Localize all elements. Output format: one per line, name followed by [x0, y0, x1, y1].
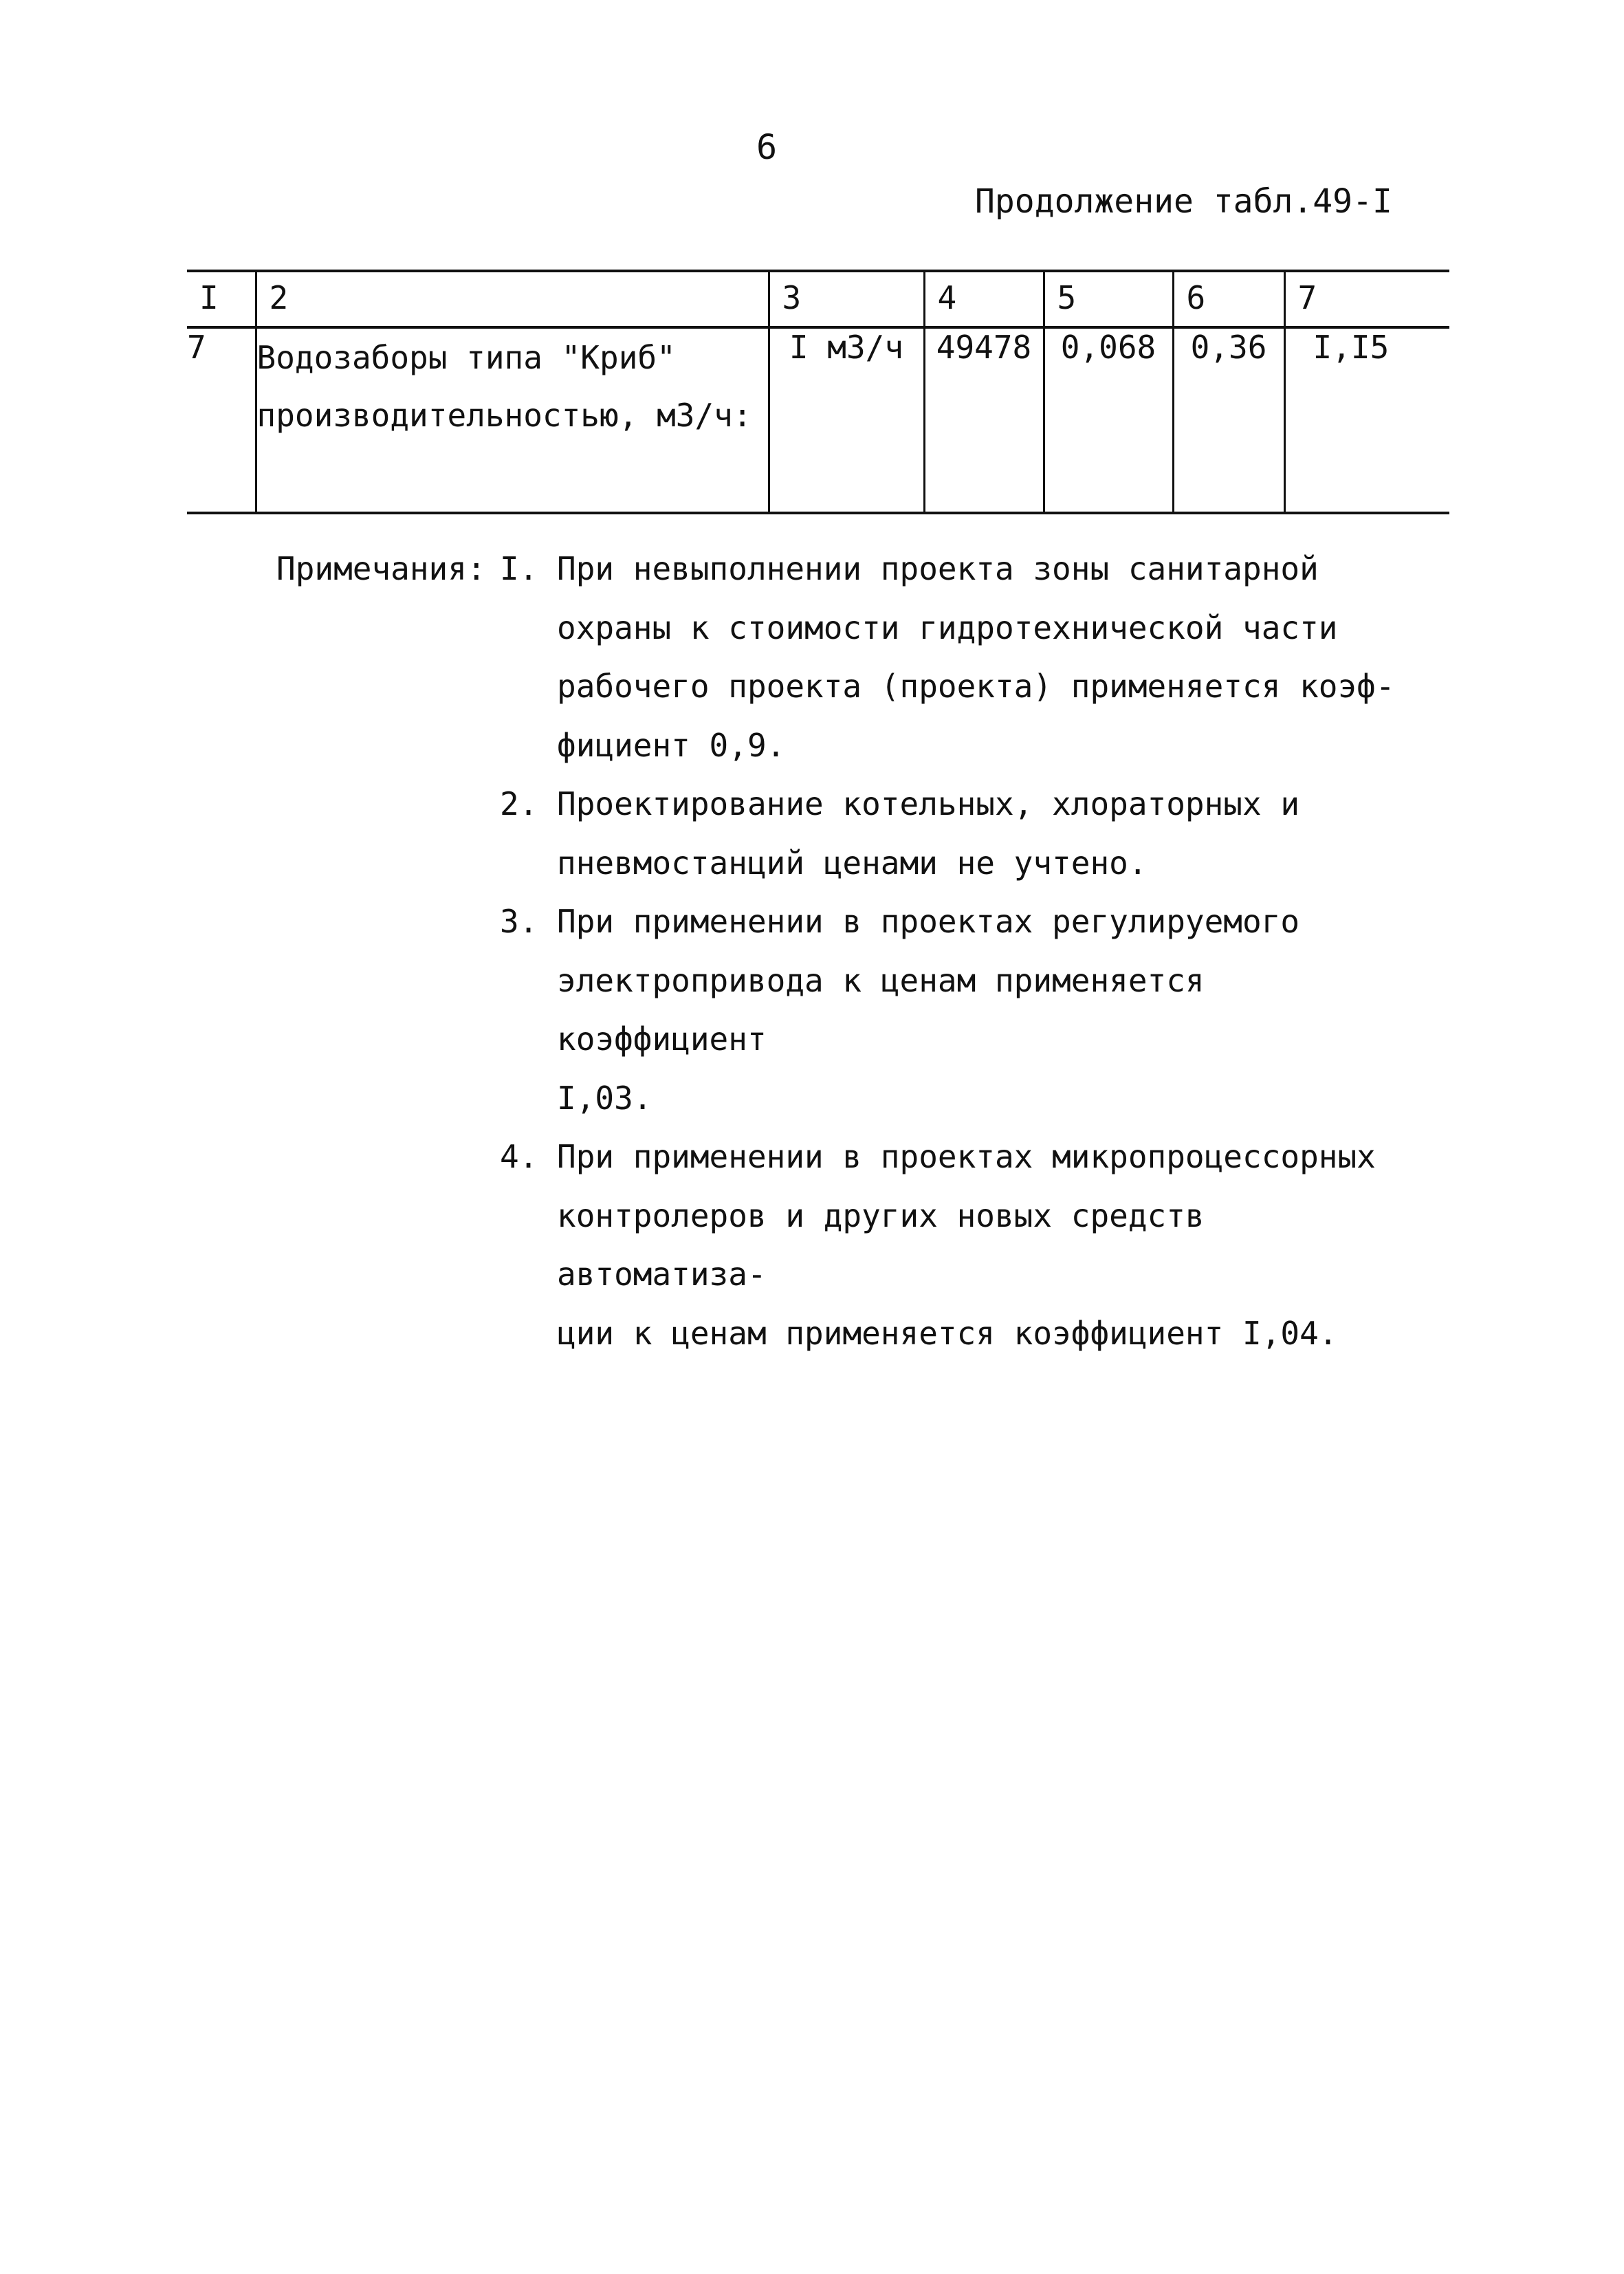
note-line: электропривода к ценам применяется коэффициент [557, 961, 1205, 1058]
row-number: 7 [187, 327, 256, 513]
note-line: Проектирование котельных, хлораторных и [557, 785, 1300, 822]
note-number: 3. [500, 903, 538, 940]
row-value-col7: I,I5 [1284, 327, 1449, 513]
row-description-line-1: Водозаборы типа "Криб" [256, 339, 676, 376]
note-number: I. [500, 550, 538, 587]
note-line: рабочего проекта (проекта) применяется коэф- [557, 668, 1395, 705]
note-line: При применении в проектах регулируемого [557, 903, 1300, 940]
header-col-7: 7 [1284, 271, 1449, 327]
table-header-row [187, 271, 1449, 327]
note-text [557, 1128, 1403, 1363]
note-line: контролеров и других новых средств автоматиза- [557, 1196, 1205, 1293]
note-item [276, 1128, 1445, 1363]
notes-label: Примечания: [276, 550, 486, 587]
note-number: 2. [500, 785, 538, 822]
page-number: 6 [756, 127, 778, 167]
header-col-1: I [187, 271, 256, 327]
note-number: 4. [500, 1138, 538, 1175]
row-unit: I м3/ч [769, 327, 924, 513]
row-value-col6: 0,36 [1173, 327, 1284, 513]
note-line: пневмостанций ценами не учтено. [557, 844, 1148, 882]
note-text [557, 893, 1403, 1128]
note-text [557, 775, 1403, 893]
table-row [187, 327, 1449, 513]
note-item [276, 775, 1445, 893]
note-item [276, 540, 1445, 775]
row-description [256, 327, 769, 513]
note-line: При применении в проектах микропроцессорных [557, 1138, 1376, 1175]
header-col-4: 4 [924, 271, 1044, 327]
note-line: При невыполнении проекта зоны санитарной [557, 550, 1319, 587]
row-value-col4: 49478 [924, 327, 1044, 513]
row-description-line-2: производительностью, м3/ч: [256, 397, 752, 434]
notes-section [276, 540, 1445, 1363]
note-line: I,03. [557, 1079, 652, 1117]
table-continuation-title: Продолжение табл.49-I [975, 182, 1392, 221]
header-col-2: 2 [256, 271, 769, 327]
price-table [187, 270, 1449, 514]
header-col-3: 3 [769, 271, 924, 327]
note-line: фициент 0,9. [557, 726, 786, 764]
header-col-5: 5 [1044, 271, 1173, 327]
note-line: охраны к стоимости гидротехнической части [557, 609, 1338, 646]
note-item [276, 893, 1445, 1128]
note-line: ции к ценам применяется коэффициент I,04. [557, 1314, 1338, 1352]
row-value-col5: 0,068 [1044, 327, 1173, 513]
note-text [557, 540, 1403, 775]
header-col-6: 6 [1173, 271, 1284, 327]
